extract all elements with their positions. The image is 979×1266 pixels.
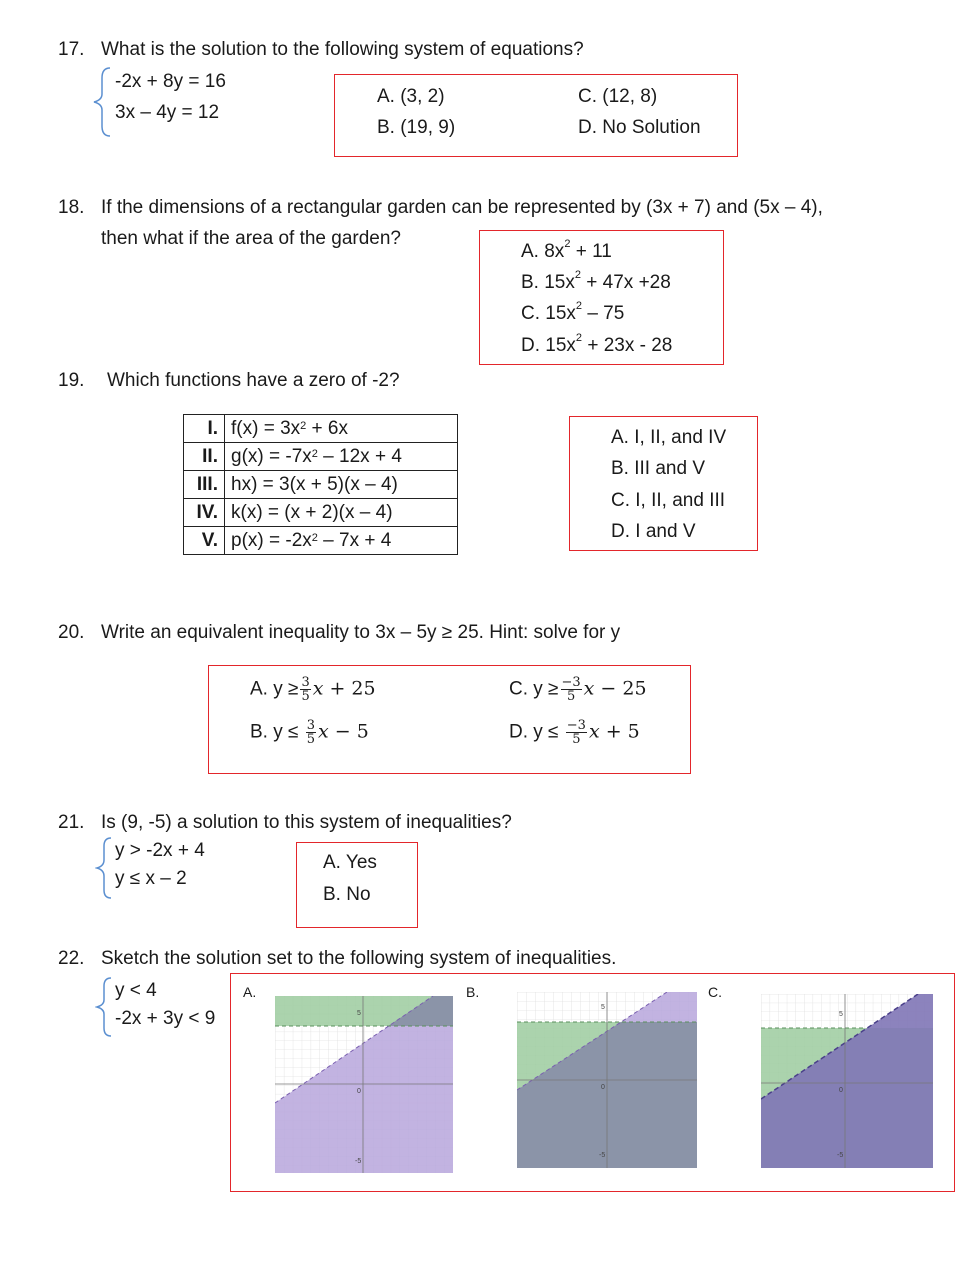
q17-brace-icon — [92, 66, 112, 138]
row-numeral: IV. — [184, 499, 225, 527]
table-row — [184, 471, 458, 499]
q21-question: Is (9, -5) a solution to this system of inequalities? — [101, 812, 512, 833]
row-function: $g(x) = -7x^2 - 12x + 4$ — [225, 443, 458, 471]
graph-b-tick-neg5: -5 — [599, 1152, 606, 1159]
q18-choice-c[interactable]: C. $15x^2 - 75$ — [521, 300, 625, 324]
q21-inequality-1: y > -2x + 4 — [115, 840, 205, 861]
q20-question: Write an equivalent inequality to 3x – 5y ≥ 25. Hint: solve for y — [101, 622, 621, 643]
q22-question: Sketch the solution set to the following system of inequalities. — [101, 948, 617, 969]
row-numeral: III. — [184, 471, 225, 499]
q17-equation-1: -2x + 8y = 16 — [115, 71, 226, 92]
q18-choice-d[interactable]: D. $15x^2 + 23x - 28$ — [521, 332, 673, 356]
q19-choice-c[interactable]: C. I, II, and III — [611, 490, 726, 511]
graph-a-tick-5: 5 — [357, 1010, 361, 1017]
row-function: $p(x) = -2x^2 - 7x + 4$ — [225, 527, 458, 555]
q20-choice-c[interactable]: C. y ≥ $\frac{-3}{5}$ x − 25 — [509, 675, 647, 704]
graph-c-tick-0: 0 — [839, 1087, 843, 1094]
q21-choice-a[interactable]: A. Yes — [323, 852, 377, 873]
q21-brace-icon — [95, 836, 113, 900]
q19-choice-a[interactable]: A. I, II, and IV — [611, 427, 727, 448]
q17-choice-c[interactable]: C. (12, 8) — [578, 86, 658, 107]
q21-number: 21. — [58, 812, 85, 833]
q22-inequality-1: y < 4 — [115, 980, 157, 1001]
q22-number: 22. — [58, 948, 85, 969]
q21-choice-b[interactable]: B. No — [323, 884, 371, 905]
q19-question: Which functions have a zero of -2? — [107, 370, 400, 391]
q20-choice-a[interactable]: A. y ≥ $\frac{3}{5}$ x + 25 — [250, 675, 376, 704]
q17-question: What is the solution to the following system of equations? — [101, 39, 584, 60]
q19-function-table — [183, 414, 458, 555]
q17-choice-a[interactable]: A. (3, 2) — [377, 86, 445, 107]
q18-choice-a[interactable]: A. $8x^2 + 11$ — [521, 238, 612, 262]
q17-number: 17. — [58, 39, 85, 60]
graph-b-tick-5: 5 — [601, 1004, 605, 1011]
graph-a-tick-0: 0 — [357, 1088, 361, 1095]
q22-label-c[interactable]: C. — [708, 984, 722, 1000]
row-numeral: II. — [184, 443, 225, 471]
table-row — [184, 499, 458, 527]
q19-number: 19. — [58, 370, 85, 391]
graph-c[interactable] — [761, 994, 933, 1168]
row-numeral: I. — [184, 415, 225, 443]
q22-label-a[interactable]: A. — [243, 984, 257, 1000]
q20-number: 20. — [58, 622, 85, 643]
q22-label-b[interactable]: B. — [466, 984, 480, 1000]
graph-a[interactable] — [275, 996, 453, 1173]
q19-choice-b[interactable]: B. III and V — [611, 458, 705, 479]
q19-choice-d[interactable]: D. I and V — [611, 521, 696, 542]
table-row — [184, 527, 458, 555]
graph-c-tick-5: 5 — [839, 1011, 843, 1018]
graph-a-tick-neg5: -5 — [355, 1158, 362, 1165]
row-function: $f(x) = 3x^2 + 6x$ — [225, 415, 458, 443]
graph-b-tick-0: 0 — [601, 1084, 605, 1091]
q17-choice-b[interactable]: B. (19, 9) — [377, 117, 456, 138]
q18-question-line2: then what if the area of the garden? — [101, 228, 401, 249]
table-row — [184, 415, 458, 443]
q22-inequality-2: -2x + 3y < 9 — [115, 1008, 216, 1029]
row-function: k(x) = (x + 2)(x – 4) — [225, 499, 458, 527]
q18-number: 18. — [58, 197, 85, 218]
q21-inequality-2: y ≤ x – 2 — [115, 868, 187, 889]
graph-c-tick-neg5: -5 — [837, 1152, 844, 1159]
q18-choice-b[interactable]: B. $15x^2 + 47x +28$ — [521, 269, 671, 293]
q20-choice-b[interactable]: B. y ≤ $\frac{3}{5}$ x − 5 — [250, 718, 369, 747]
table-row — [184, 443, 458, 471]
q18-question-line1: If the dimensions of a rectangular garden can be represented by (3x + 7) and (5x – 4), — [101, 197, 823, 218]
graph-b[interactable] — [517, 992, 697, 1168]
row-function: hx) = 3(x + 5)(x – 4) — [225, 471, 458, 499]
q17-equation-2: 3x – 4y = 12 — [115, 102, 220, 123]
q20-choice-d[interactable]: D. y ≤ $\frac{-3}{5}$ x + 5 — [509, 718, 640, 747]
q22-brace-icon — [95, 976, 113, 1038]
q17-choice-d[interactable]: D. No Solution — [578, 117, 701, 138]
row-numeral: V. — [184, 527, 225, 555]
